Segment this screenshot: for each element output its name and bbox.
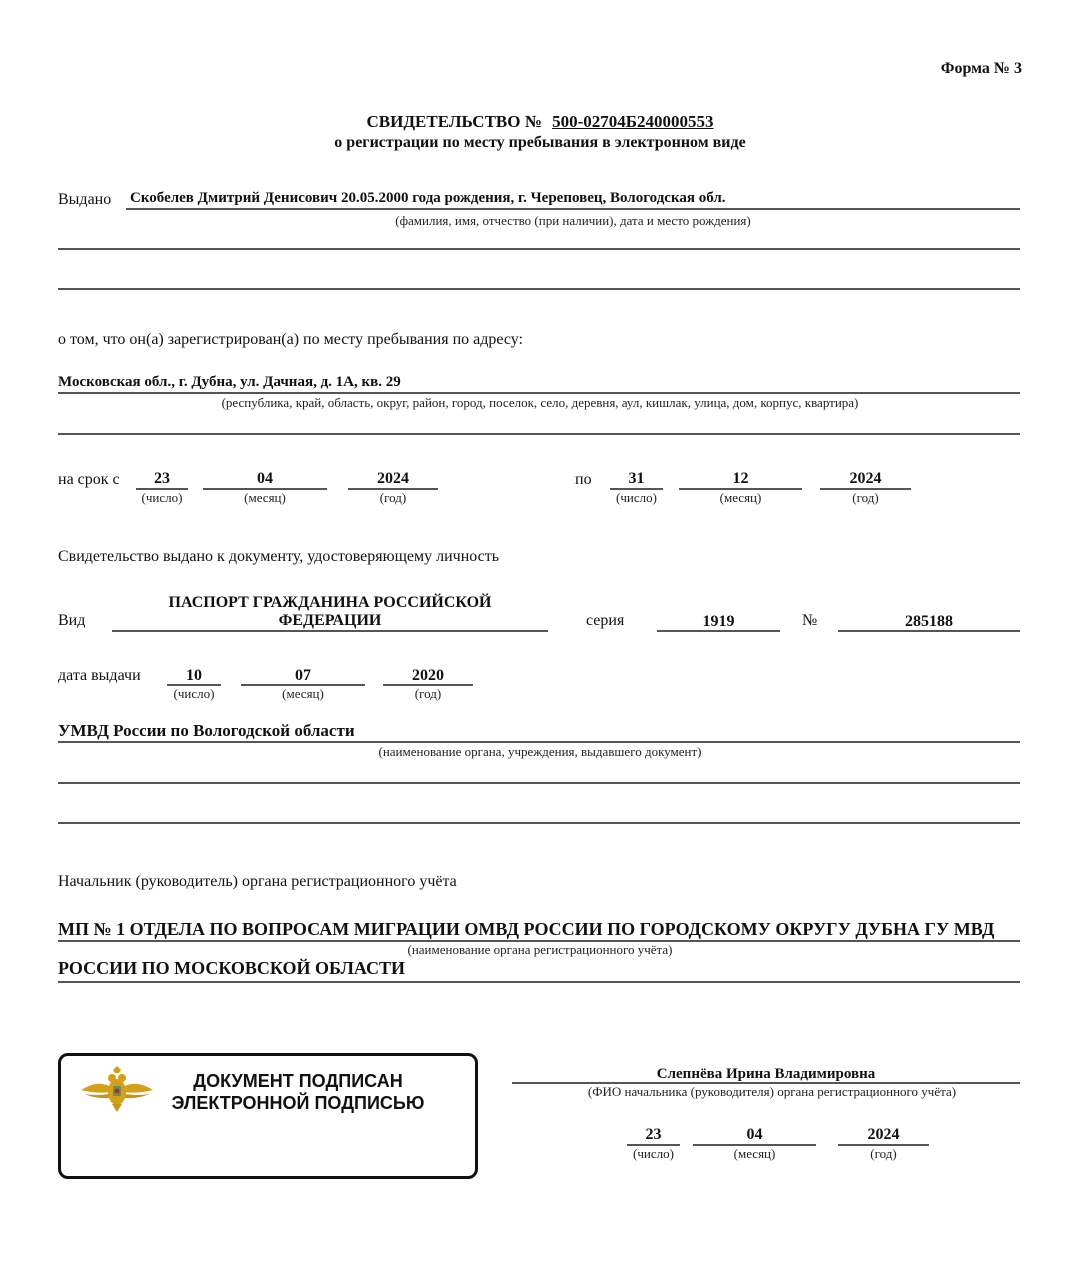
address-value: Московская обл., г. Дубна, ул. Дачная, д. 1А, кв. 29	[58, 374, 401, 390]
series-rule	[657, 630, 780, 632]
stamp-text	[153, 1070, 443, 1114]
period-from-day: 23	[154, 470, 170, 487]
month-hint: (месяц)	[282, 686, 324, 701]
series-label: серия	[586, 612, 625, 629]
document-kind-line1: ПАСПОРТ ГРАЖДАНИНА РОССИЙСКОЙ	[168, 594, 492, 611]
doc-number-rule	[838, 630, 1020, 632]
doc-number-label: №	[802, 612, 818, 629]
issued-to-hint: (фамилия, имя, отчество (при наличии), дата и место рождения)	[395, 213, 751, 228]
issue-date-year: 2020	[412, 667, 444, 684]
certificate-subtitle: о регистрации по месту пребывания в электронном виде	[334, 134, 746, 151]
issue-date-day: 10	[186, 667, 202, 684]
day-hint: (число)	[141, 490, 183, 505]
blank-rule	[58, 248, 1020, 250]
issuer-hint: (наименование органа, учреждения, выдавшего документ)	[378, 744, 702, 759]
signature-date-month: 04	[746, 1126, 763, 1143]
blank-rule	[58, 782, 1020, 784]
signature-date-year: 2024	[867, 1126, 900, 1143]
form-number: Форма № 3	[940, 60, 1022, 77]
month-hint: (месяц)	[733, 1146, 776, 1161]
issued-to-value: Скобелев Дмитрий Денисович 20.05.2000 года рождения, г. Череповец, Вологодская обл.	[130, 190, 726, 206]
certificate-title-prefix: СВИДЕТЕЛЬСТВО №	[366, 112, 542, 131]
day-hint: (число)	[616, 490, 657, 505]
signature-date-day: 23	[645, 1126, 662, 1143]
issued-to-rule	[126, 208, 1020, 210]
certificate-title	[0, 112, 1080, 132]
period-to-year: 2024	[849, 470, 882, 487]
blank-rule	[58, 433, 1020, 435]
e-signature-stamp	[58, 1053, 478, 1179]
signer-name: Слепнёва Ирина Владимировна	[656, 1066, 876, 1082]
day-hint: (число)	[633, 1146, 674, 1161]
authority-name-line1: МП № 1 ОТДЕЛА ПО ВОПРОСАМ МИГРАЦИИ ОМВД РОССИИ ПО ГОРОДСКОМУ ОКРУГУ ДУБНА ГУ МВД	[58, 919, 995, 939]
authority-hint: (наименование органа регистрационного учёта)	[407, 942, 673, 957]
period-from-year: 2024	[377, 470, 409, 487]
document-kind-label: Вид	[58, 612, 86, 629]
blank-rule	[58, 288, 1020, 290]
stamp-line2: ЭЛЕКТРОННОЙ ПОДПИСЬЮ	[171, 1093, 425, 1113]
issued-to-label: Выдано	[58, 191, 112, 208]
address-hint: (республика, край, область, округ, район, город, поселок, село, деревня, аул, кишлак, улица, дом, корпус, квартира)	[221, 395, 859, 410]
issuer-rule	[58, 741, 1020, 743]
year-hint: (год)	[870, 1146, 897, 1161]
period-to-label: по	[575, 471, 592, 488]
month-hint: (месяц)	[244, 490, 286, 505]
period-to-month: 12	[732, 470, 749, 487]
period-from-month: 04	[257, 470, 273, 487]
stamp-line1: ДОКУМЕНТ ПОДПИСАН	[193, 1071, 403, 1091]
year-hint: (год)	[852, 490, 879, 505]
document-kind-rule	[112, 630, 548, 632]
year-hint: (год)	[414, 686, 442, 701]
issuer-value: УМВД России по Вологодской области	[58, 721, 355, 740]
doc-number-value: 285188	[905, 613, 953, 630]
authority-name-line2: РОССИИ ПО МОСКОВСКОЙ ОБЛАСТИ	[58, 958, 406, 978]
certificate-number: 500-02704Б240000553	[552, 112, 714, 131]
series-value: 1919	[702, 613, 735, 630]
signer-hint: (ФИО начальника (руководителя) органа регистрационного учёта)	[587, 1084, 957, 1099]
year-hint: (год)	[379, 490, 407, 505]
period-from-label: на срок с	[58, 471, 120, 488]
authority-rule	[58, 981, 1020, 983]
authority-head-label: Начальник (руководитель) органа регистрационного учёта	[58, 873, 457, 890]
address-rule	[58, 392, 1020, 394]
period-to-day: 31	[628, 470, 645, 487]
identity-statement: Свидетельство выдано к документу, удостоверяющему личность	[58, 548, 500, 565]
issue-date-month: 07	[295, 667, 311, 684]
blank-rule	[58, 822, 1020, 824]
month-hint: (месяц)	[719, 490, 762, 505]
registration-statement: о том, что он(а) зарегистрирован(а) по месту пребывания по адресу:	[58, 331, 523, 348]
mvd-eagle-emblem-icon	[79, 1066, 155, 1114]
document-kind-line2: ФЕДЕРАЦИИ	[278, 612, 382, 629]
issue-date-label: дата выдачи	[58, 667, 141, 684]
day-hint: (число)	[173, 686, 215, 701]
